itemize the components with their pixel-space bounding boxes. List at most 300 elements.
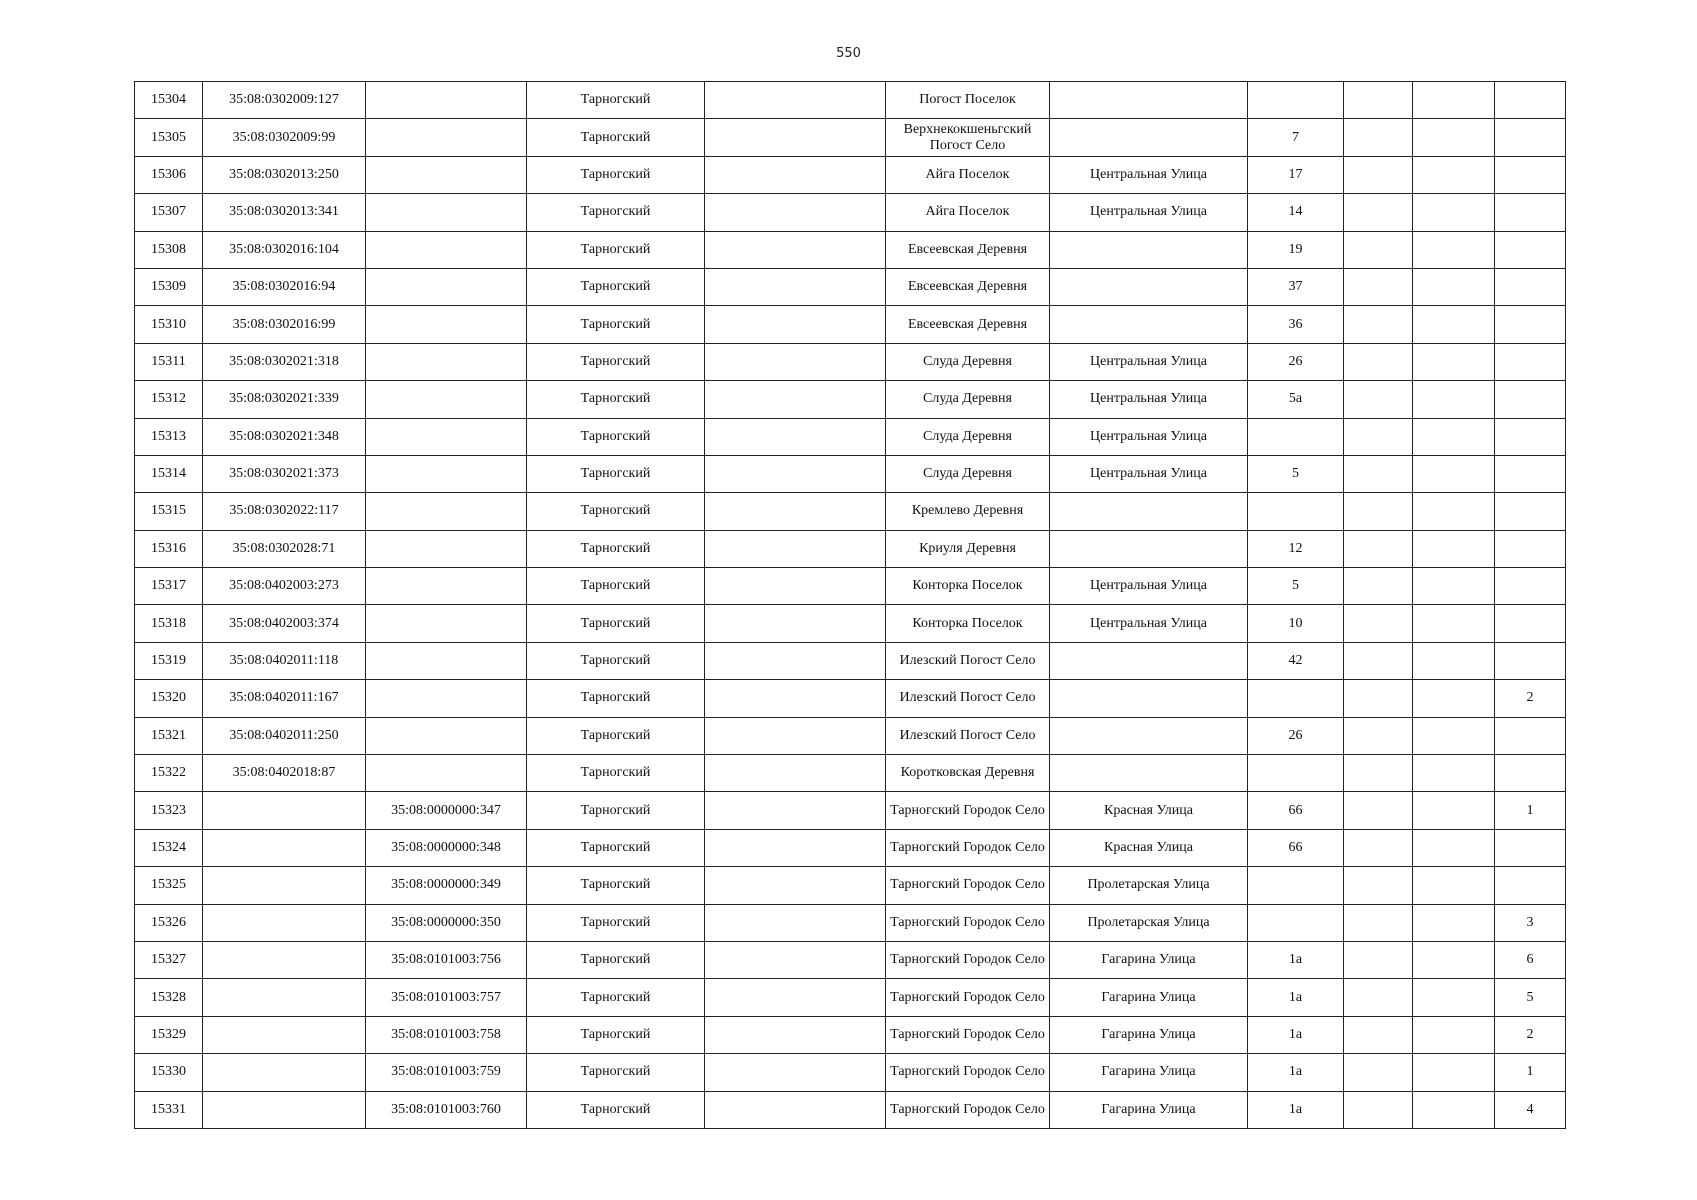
apartment-cell (1495, 343, 1566, 380)
house-cell: 5 (1248, 568, 1344, 605)
row-number-cell: 15310 (135, 306, 203, 343)
settlement-cell (705, 1016, 886, 1053)
table-row (135, 231, 1566, 268)
registry-table (134, 81, 1566, 1129)
district-cell: Тарногский (527, 568, 705, 605)
settlement-cell (705, 194, 886, 231)
locality-cell: Погост Поселок (886, 82, 1050, 119)
street-cell (1050, 717, 1248, 754)
building-cell (1344, 1054, 1413, 1091)
parent-cadastral-number-cell: 35:08:0101003:760 (366, 1091, 527, 1128)
apartment-cell (1495, 642, 1566, 679)
structure-cell (1413, 194, 1495, 231)
building-cell (1344, 680, 1413, 717)
building-cell (1344, 568, 1413, 605)
parent-cadastral-number-cell (366, 231, 527, 268)
table-row (135, 941, 1566, 978)
page-number: 550 (836, 46, 861, 61)
locality-cell: Конторка Поселок (886, 568, 1050, 605)
apartment-cell (1495, 231, 1566, 268)
table-row (135, 1091, 1566, 1128)
street-cell: Красная Улица (1050, 792, 1248, 829)
building-cell (1344, 941, 1413, 978)
row-number-cell: 15325 (135, 867, 203, 904)
cadastral-number-cell: 35:08:0402018:87 (203, 755, 366, 792)
house-cell: 12 (1248, 530, 1344, 567)
settlement-cell (705, 493, 886, 530)
structure-cell (1413, 1091, 1495, 1128)
apartment-cell (1495, 717, 1566, 754)
cadastral-number-cell: 35:08:0302021:348 (203, 418, 366, 455)
structure-cell (1413, 82, 1495, 119)
apartment-cell: 3 (1495, 904, 1566, 941)
building-cell (1344, 904, 1413, 941)
district-cell: Тарногский (527, 1054, 705, 1091)
house-cell: 42 (1248, 642, 1344, 679)
building-cell (1344, 755, 1413, 792)
street-cell: Пролетарская Улица (1050, 867, 1248, 904)
house-cell: 19 (1248, 231, 1344, 268)
locality-cell: Тарногский Городок Село (886, 1016, 1050, 1053)
street-cell (1050, 755, 1248, 792)
row-number-cell: 15322 (135, 755, 203, 792)
settlement-cell (705, 717, 886, 754)
building-cell (1344, 605, 1413, 642)
apartment-cell (1495, 82, 1566, 119)
district-cell: Тарногский (527, 493, 705, 530)
house-cell (1248, 867, 1344, 904)
table-row (135, 1016, 1566, 1053)
cadastral-number-cell (203, 1091, 366, 1128)
row-number-cell: 15326 (135, 904, 203, 941)
parent-cadastral-number-cell: 35:08:0000000:350 (366, 904, 527, 941)
row-number-cell: 15319 (135, 642, 203, 679)
parent-cadastral-number-cell: 35:08:0101003:758 (366, 1016, 527, 1053)
settlement-cell (705, 268, 886, 305)
building-cell (1344, 493, 1413, 530)
settlement-cell (705, 941, 886, 978)
settlement-cell (705, 119, 886, 156)
row-number-cell: 15306 (135, 156, 203, 193)
street-cell (1050, 530, 1248, 567)
locality-cell: Верхнекокшеньгский Погост Село (886, 119, 1050, 156)
apartment-cell: 2 (1495, 1016, 1566, 1053)
row-number-cell: 15307 (135, 194, 203, 231)
structure-cell (1413, 530, 1495, 567)
district-cell: Тарногский (527, 979, 705, 1016)
row-number-cell: 15308 (135, 231, 203, 268)
structure-cell (1413, 867, 1495, 904)
house-cell: 1а (1248, 1054, 1344, 1091)
district-cell: Тарногский (527, 156, 705, 193)
table-row (135, 867, 1566, 904)
parent-cadastral-number-cell (366, 568, 527, 605)
apartment-cell (1495, 268, 1566, 305)
locality-cell: Слуда Деревня (886, 455, 1050, 492)
street-cell: Гагарина Улица (1050, 979, 1248, 1016)
row-number-cell: 15321 (135, 717, 203, 754)
locality-cell: Слуда Деревня (886, 343, 1050, 380)
settlement-cell (705, 82, 886, 119)
structure-cell (1413, 979, 1495, 1016)
apartment-cell (1495, 418, 1566, 455)
table-row (135, 194, 1566, 231)
structure-cell (1413, 829, 1495, 866)
structure-cell (1413, 680, 1495, 717)
house-cell: 5а (1248, 381, 1344, 418)
building-cell (1344, 829, 1413, 866)
district-cell: Тарногский (527, 867, 705, 904)
table-row (135, 82, 1566, 119)
locality-cell: Криуля Деревня (886, 530, 1050, 567)
house-cell (1248, 755, 1344, 792)
row-number-cell: 15329 (135, 1016, 203, 1053)
district-cell: Тарногский (527, 119, 705, 156)
row-number-cell: 15327 (135, 941, 203, 978)
row-number-cell: 15331 (135, 1091, 203, 1128)
row-number-cell: 15304 (135, 82, 203, 119)
parent-cadastral-number-cell (366, 82, 527, 119)
structure-cell (1413, 418, 1495, 455)
cadastral-number-cell: 35:08:0402003:374 (203, 605, 366, 642)
table-row (135, 680, 1566, 717)
locality-cell: Кремлево Деревня (886, 493, 1050, 530)
locality-cell: Коротковская Деревня (886, 755, 1050, 792)
apartment-cell (1495, 194, 1566, 231)
district-cell: Тарногский (527, 717, 705, 754)
table-row (135, 1054, 1566, 1091)
building-cell (1344, 1091, 1413, 1128)
district-cell: Тарногский (527, 530, 705, 567)
cadastral-number-cell: 35:08:0302013:341 (203, 194, 366, 231)
settlement-cell (705, 231, 886, 268)
district-cell: Тарногский (527, 268, 705, 305)
structure-cell (1413, 231, 1495, 268)
row-number-cell: 15328 (135, 979, 203, 1016)
row-number-cell: 15317 (135, 568, 203, 605)
building-cell (1344, 530, 1413, 567)
structure-cell (1413, 792, 1495, 829)
apartment-cell (1495, 381, 1566, 418)
settlement-cell (705, 418, 886, 455)
locality-cell: Тарногский Городок Село (886, 829, 1050, 866)
district-cell: Тарногский (527, 829, 705, 866)
cadastral-number-cell: 35:08:0302009:99 (203, 119, 366, 156)
street-cell: Центральная Улица (1050, 156, 1248, 193)
apartment-cell: 4 (1495, 1091, 1566, 1128)
apartment-cell (1495, 493, 1566, 530)
structure-cell (1413, 941, 1495, 978)
street-cell: Центральная Улица (1050, 343, 1248, 380)
cadastral-number-cell: 35:08:0302021:318 (203, 343, 366, 380)
parent-cadastral-number-cell (366, 455, 527, 492)
table-row (135, 418, 1566, 455)
district-cell: Тарногский (527, 642, 705, 679)
structure-cell (1413, 156, 1495, 193)
cadastral-number-cell (203, 867, 366, 904)
building-cell (1344, 156, 1413, 193)
parent-cadastral-number-cell: 35:08:0000000:349 (366, 867, 527, 904)
parent-cadastral-number-cell (366, 418, 527, 455)
street-cell (1050, 231, 1248, 268)
street-cell: Центральная Улица (1050, 455, 1248, 492)
structure-cell (1413, 119, 1495, 156)
locality-cell: Слуда Деревня (886, 381, 1050, 418)
building-cell (1344, 268, 1413, 305)
row-number-cell: 15316 (135, 530, 203, 567)
house-cell (1248, 493, 1344, 530)
locality-cell: Илезский Погост Село (886, 642, 1050, 679)
parent-cadastral-number-cell (366, 717, 527, 754)
house-cell: 1а (1248, 1016, 1344, 1053)
cadastral-number-cell: 35:08:0302021:339 (203, 381, 366, 418)
parent-cadastral-number-cell: 35:08:0101003:756 (366, 941, 527, 978)
parent-cadastral-number-cell (366, 343, 527, 380)
settlement-cell (705, 306, 886, 343)
settlement-cell (705, 979, 886, 1016)
parent-cadastral-number-cell (366, 306, 527, 343)
district-cell: Тарногский (527, 941, 705, 978)
cadastral-number-cell: 35:08:0402003:273 (203, 568, 366, 605)
street-cell (1050, 642, 1248, 679)
parent-cadastral-number-cell: 35:08:0101003:759 (366, 1054, 527, 1091)
settlement-cell (705, 904, 886, 941)
cadastral-number-cell (203, 979, 366, 1016)
apartment-cell (1495, 568, 1566, 605)
district-cell: Тарногский (527, 792, 705, 829)
house-cell: 1а (1248, 979, 1344, 1016)
street-cell: Гагарина Улица (1050, 1054, 1248, 1091)
parent-cadastral-number-cell (366, 381, 527, 418)
row-number-cell: 15313 (135, 418, 203, 455)
settlement-cell (705, 568, 886, 605)
settlement-cell (705, 1091, 886, 1128)
house-cell: 66 (1248, 792, 1344, 829)
district-cell: Тарногский (527, 418, 705, 455)
building-cell (1344, 418, 1413, 455)
table-row (135, 717, 1566, 754)
parent-cadastral-number-cell (366, 268, 527, 305)
building-cell (1344, 82, 1413, 119)
street-cell: Центральная Улица (1050, 418, 1248, 455)
row-number-cell: 15305 (135, 119, 203, 156)
locality-cell: Тарногский Городок Село (886, 1091, 1050, 1128)
district-cell: Тарногский (527, 904, 705, 941)
cadastral-number-cell (203, 904, 366, 941)
structure-cell (1413, 1016, 1495, 1053)
parent-cadastral-number-cell (366, 755, 527, 792)
house-cell: 26 (1248, 343, 1344, 380)
apartment-cell: 1 (1495, 1054, 1566, 1091)
structure-cell (1413, 455, 1495, 492)
settlement-cell (705, 343, 886, 380)
row-number-cell: 15312 (135, 381, 203, 418)
street-cell (1050, 119, 1248, 156)
street-cell (1050, 82, 1248, 119)
building-cell (1344, 792, 1413, 829)
structure-cell (1413, 605, 1495, 642)
row-number-cell: 15318 (135, 605, 203, 642)
street-cell (1050, 493, 1248, 530)
locality-cell: Илезский Погост Село (886, 717, 1050, 754)
apartment-cell (1495, 156, 1566, 193)
structure-cell (1413, 381, 1495, 418)
district-cell: Тарногский (527, 82, 705, 119)
registry-table-body (135, 82, 1566, 1129)
structure-cell (1413, 1054, 1495, 1091)
table-row (135, 642, 1566, 679)
row-number-cell: 15330 (135, 1054, 203, 1091)
cadastral-number-cell: 35:08:0302016:94 (203, 268, 366, 305)
structure-cell (1413, 493, 1495, 530)
locality-cell: Тарногский Городок Село (886, 941, 1050, 978)
district-cell: Тарногский (527, 680, 705, 717)
house-cell: 1а (1248, 941, 1344, 978)
locality-cell: Конторка Поселок (886, 605, 1050, 642)
cadastral-number-cell (203, 941, 366, 978)
structure-cell (1413, 755, 1495, 792)
table-row (135, 268, 1566, 305)
table-row (135, 119, 1566, 156)
apartment-cell (1495, 867, 1566, 904)
cadastral-number-cell: 35:08:0302021:373 (203, 455, 366, 492)
district-cell: Тарногский (527, 306, 705, 343)
table-row (135, 306, 1566, 343)
locality-cell: Тарногский Городок Село (886, 792, 1050, 829)
row-number-cell: 15314 (135, 455, 203, 492)
locality-cell: Евсеевская Деревня (886, 268, 1050, 305)
table-row (135, 455, 1566, 492)
apartment-cell (1495, 755, 1566, 792)
house-cell: 10 (1248, 605, 1344, 642)
building-cell (1344, 194, 1413, 231)
district-cell: Тарногский (527, 343, 705, 380)
cadastral-number-cell: 35:08:0302016:99 (203, 306, 366, 343)
cadastral-number-cell (203, 1016, 366, 1053)
table-row (135, 979, 1566, 1016)
street-cell: Гагарина Улица (1050, 1091, 1248, 1128)
street-cell: Гагарина Улица (1050, 1016, 1248, 1053)
settlement-cell (705, 755, 886, 792)
parent-cadastral-number-cell (366, 156, 527, 193)
street-cell (1050, 306, 1248, 343)
locality-cell: Тарногский Городок Село (886, 904, 1050, 941)
district-cell: Тарногский (527, 1091, 705, 1128)
building-cell (1344, 306, 1413, 343)
structure-cell (1413, 268, 1495, 305)
table-row (135, 829, 1566, 866)
building-cell (1344, 119, 1413, 156)
street-cell: Гагарина Улица (1050, 941, 1248, 978)
locality-cell: Тарногский Городок Село (886, 979, 1050, 1016)
settlement-cell (705, 530, 886, 567)
structure-cell (1413, 306, 1495, 343)
settlement-cell (705, 829, 886, 866)
table-row (135, 792, 1566, 829)
house-cell: 37 (1248, 268, 1344, 305)
apartment-cell: 2 (1495, 680, 1566, 717)
apartment-cell (1495, 605, 1566, 642)
parent-cadastral-number-cell: 35:08:0000000:347 (366, 792, 527, 829)
settlement-cell (705, 156, 886, 193)
street-cell: Центральная Улица (1050, 194, 1248, 231)
locality-cell: Айга Поселок (886, 156, 1050, 193)
house-cell: 26 (1248, 717, 1344, 754)
row-number-cell: 15323 (135, 792, 203, 829)
parent-cadastral-number-cell (366, 493, 527, 530)
parent-cadastral-number-cell (366, 119, 527, 156)
structure-cell (1413, 642, 1495, 679)
street-cell: Центральная Улица (1050, 568, 1248, 605)
house-cell (1248, 418, 1344, 455)
settlement-cell (705, 1054, 886, 1091)
cadastral-number-cell (203, 792, 366, 829)
street-cell: Пролетарская Улица (1050, 904, 1248, 941)
cadastral-number-cell (203, 1054, 366, 1091)
building-cell (1344, 642, 1413, 679)
apartment-cell (1495, 119, 1566, 156)
cadastral-number-cell (203, 829, 366, 866)
table-row (135, 381, 1566, 418)
cadastral-number-cell: 35:08:0402011:167 (203, 680, 366, 717)
locality-cell: Тарногский Городок Село (886, 1054, 1050, 1091)
house-cell: 1а (1248, 1091, 1344, 1128)
table-row (135, 493, 1566, 530)
house-cell: 14 (1248, 194, 1344, 231)
locality-cell: Слуда Деревня (886, 418, 1050, 455)
house-cell: 17 (1248, 156, 1344, 193)
cadastral-number-cell: 35:08:0302016:104 (203, 231, 366, 268)
parent-cadastral-number-cell (366, 680, 527, 717)
cadastral-number-cell: 35:08:0402011:118 (203, 642, 366, 679)
settlement-cell (705, 381, 886, 418)
cadastral-number-cell: 35:08:0402011:250 (203, 717, 366, 754)
house-cell: 66 (1248, 829, 1344, 866)
row-number-cell: 15315 (135, 493, 203, 530)
table-row (135, 568, 1566, 605)
apartment-cell: 5 (1495, 979, 1566, 1016)
house-cell (1248, 904, 1344, 941)
district-cell: Тарногский (527, 381, 705, 418)
building-cell (1344, 717, 1413, 754)
district-cell: Тарногский (527, 194, 705, 231)
cadastral-number-cell: 35:08:0302028:71 (203, 530, 366, 567)
cadastral-number-cell: 35:08:0302009:127 (203, 82, 366, 119)
locality-cell: Евсеевская Деревня (886, 231, 1050, 268)
apartment-cell (1495, 455, 1566, 492)
parent-cadastral-number-cell (366, 605, 527, 642)
building-cell (1344, 455, 1413, 492)
structure-cell (1413, 568, 1495, 605)
apartment-cell (1495, 530, 1566, 567)
locality-cell: Айга Поселок (886, 194, 1050, 231)
table-row (135, 904, 1566, 941)
row-number-cell: 15324 (135, 829, 203, 866)
parent-cadastral-number-cell (366, 530, 527, 567)
building-cell (1344, 381, 1413, 418)
parent-cadastral-number-cell: 35:08:0101003:757 (366, 979, 527, 1016)
structure-cell (1413, 717, 1495, 754)
structure-cell (1413, 904, 1495, 941)
house-cell (1248, 680, 1344, 717)
building-cell (1344, 1016, 1413, 1053)
structure-cell (1413, 343, 1495, 380)
table-row (135, 530, 1566, 567)
house-cell: 7 (1248, 119, 1344, 156)
street-cell (1050, 680, 1248, 717)
street-cell: Центральная Улица (1050, 605, 1248, 642)
parent-cadastral-number-cell (366, 194, 527, 231)
